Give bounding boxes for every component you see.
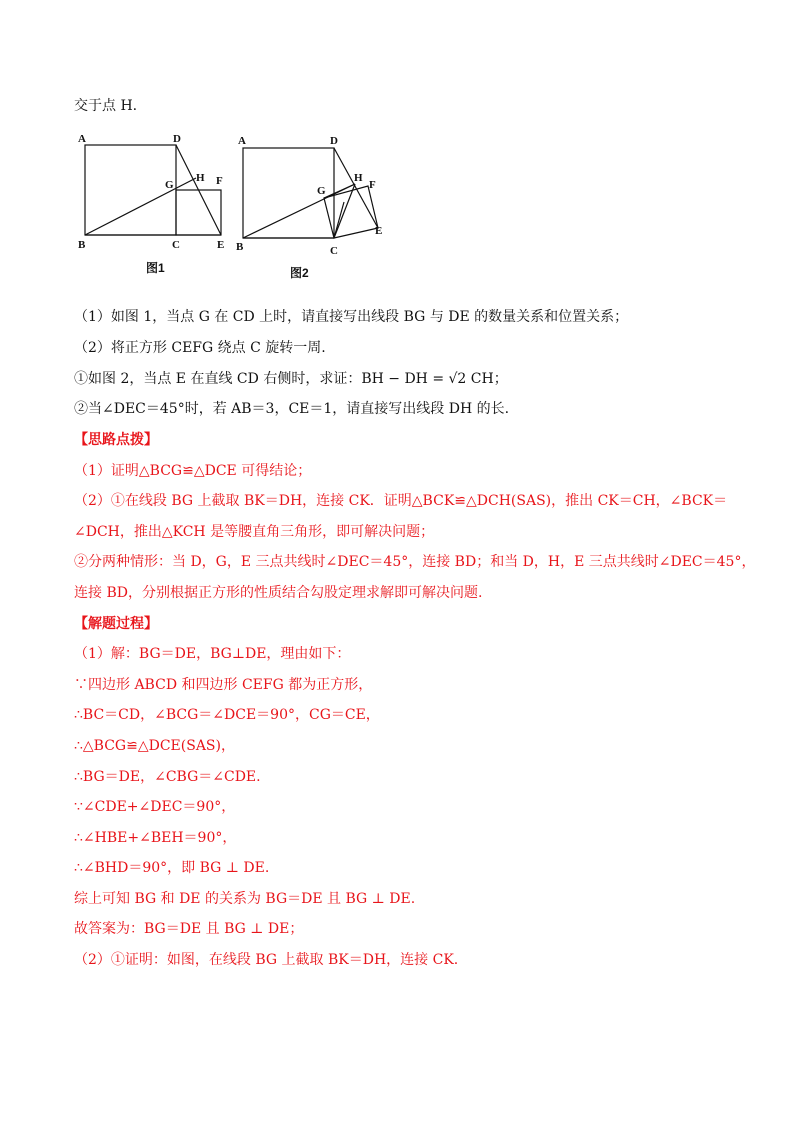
solution-line-9: 综上可知 BG 和 DE 的关系为 BG＝DE 且 BG ⊥ DE. <box>74 891 416 907</box>
fig1-label-f: F <box>216 175 223 187</box>
solution-line-2: ∵四边形 ABCD 和四边形 CEFG 都为正方形， <box>74 677 373 693</box>
solution-title: 【解题过程】 <box>74 616 158 632</box>
solution-line-3: ∴BC＝CD，∠BCG＝∠DCE＝90°，CG＝CE， <box>74 707 380 723</box>
question-1: （1）如图 1，当点 G 在 CD 上时，请直接写出线段 BG 与 DE 的数量关系和位置关系； <box>74 309 629 325</box>
solution-line-8: ∴∠BHD＝90°，即 BG ⊥ DE. <box>74 860 270 876</box>
fig2-label-c: C <box>330 245 338 257</box>
solution-line-5: ∴BG＝DE，∠CBG＝∠CDE. <box>74 769 261 785</box>
figure-2-diagram <box>232 128 402 278</box>
solution-line-10: 故答案为：BG＝DE 且 BG ⊥ DE； <box>74 921 304 937</box>
hint-line-4: ②分两种情形：当 D，G，E 三点共线时∠DEC＝45°，连接 BD；和当 D，H，E 三点共线时∠DEC＝45°， <box>74 554 756 570</box>
fig1-label-d: D <box>173 133 181 145</box>
question-2-part-2: ②当∠DEC＝45°时，若 AB＝3，CE＝1，请直接写出线段 DH 的长. <box>74 401 510 417</box>
solution-line-4: ∴△BCG≌△DCE(SAS)， <box>74 738 235 754</box>
figure-2-caption: 图2 <box>290 266 309 280</box>
figure-2 <box>232 128 402 278</box>
intro-line: 交于点 H. <box>74 98 138 114</box>
question-2: （2）将正方形 CEFG 绕点 C 旋转一周. <box>74 340 326 356</box>
fig1-label-h: H <box>196 172 205 184</box>
fig1-label-e: E <box>217 239 225 251</box>
fig2-label-e: E <box>375 225 383 237</box>
fig1-label-c: C <box>172 239 180 251</box>
fig1-label-b: B <box>78 239 86 251</box>
solution-line-1: （1）解：BG＝DE，BG⊥DE，理由如下： <box>74 646 351 662</box>
hint-line-1: （1）证明△BCG≌△DCE 可得结论； <box>74 463 312 479</box>
fig2-label-a: A <box>238 135 246 147</box>
fig1-label-g: G <box>165 179 174 191</box>
fig1-label-a: A <box>78 133 86 145</box>
question-2-part-1: ①如图 2，当点 E 在直线 CD 右侧时，求证：BH − DH = √2 CH； <box>74 371 508 387</box>
solution-line-7: ∴∠HBE+∠BEH＝90°， <box>74 830 237 846</box>
fig2-label-d: D <box>330 135 338 147</box>
figure-1 <box>74 128 234 278</box>
solution-line-6: ∵∠CDE+∠DEC＝90°， <box>74 799 236 815</box>
hint-line-2: （2）①在线段 BG 上截取 BK＝DH，连接 CK．证明△BCK≌△DCH(SAS)，推出 CK＝CH，∠BCK＝ <box>74 493 728 509</box>
fig2-label-f: F <box>369 179 376 191</box>
fig2-label-g: G <box>317 185 326 197</box>
figure-1-diagram <box>74 128 234 278</box>
hint-title: 【思路点拨】 <box>74 432 158 448</box>
fig2-label-b: B <box>236 241 244 253</box>
figure-1-caption: 图1 <box>146 261 165 275</box>
hint-line-5: 连接 BD，分别根据正方形的性质结合勾股定理求解即可解决问题. <box>74 585 483 601</box>
hint-line-3: ∠DCH，推出△KCH 是等腰直角三角形，即可解决问题； <box>74 524 435 540</box>
fig2-label-h: H <box>354 172 363 184</box>
solution-line-11: （2）①证明：如图，在线段 BG 上截取 BK＝DH，连接 CK. <box>74 952 459 968</box>
